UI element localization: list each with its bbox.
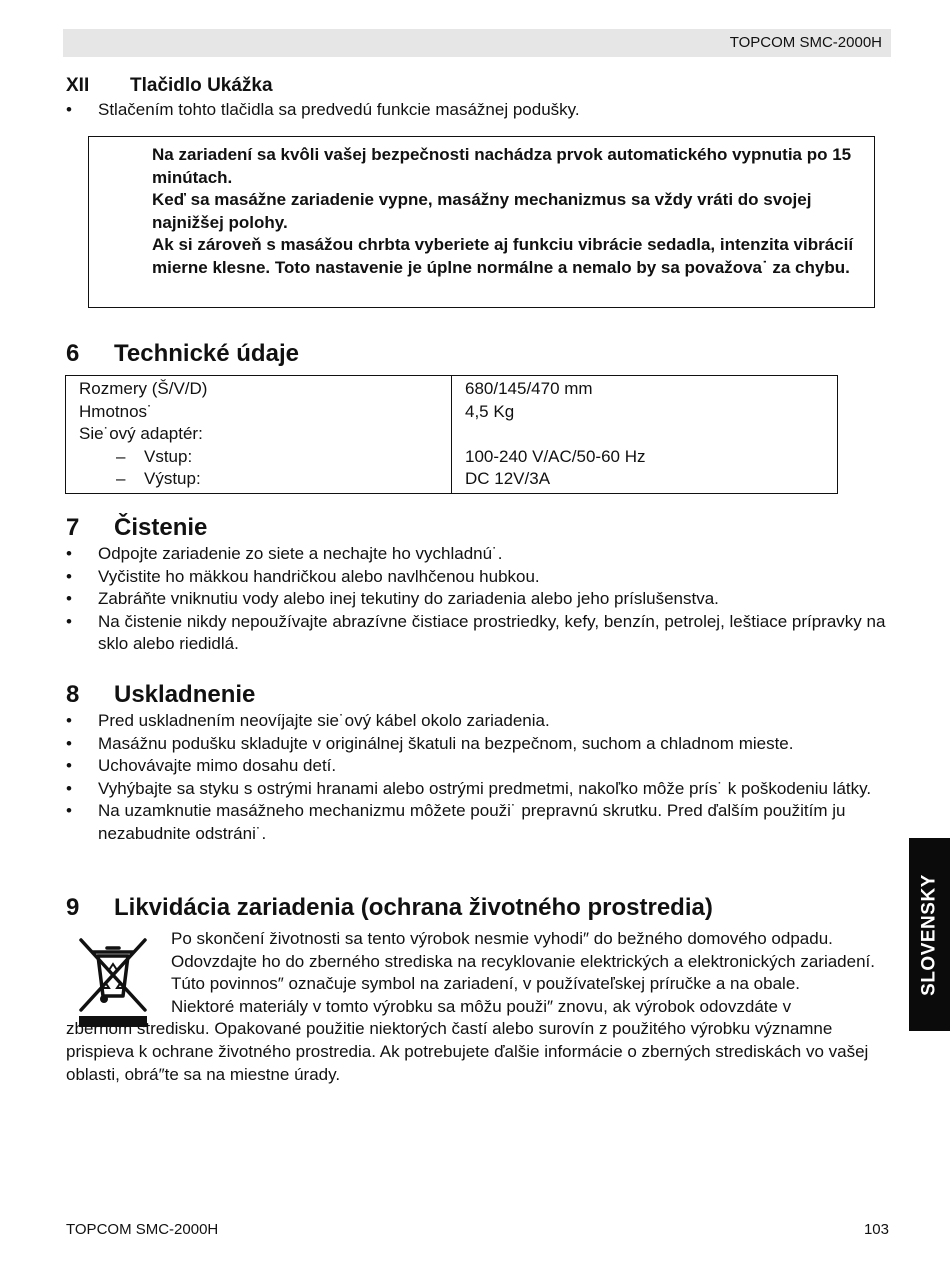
spec-label: – Výstup: <box>116 469 201 489</box>
disposal-paragraph-2-start: Niektoré materiály v tomto výrobku sa môžu použi″ znovu, ak výrobok odovzdáte v <box>171 996 792 1016</box>
cleaning-section <box>66 513 886 656</box>
spec-value: 680/145/470 mm <box>465 379 593 398</box>
storage-heading: 8 Uskladnenie <box>66 681 256 708</box>
disposal-paragraph-2-rest: zbernom stredisku. Opakované použitie niektorých častí alebo surovín z použitého výrobku významne prispieva k ochrane životného prostredia. Ak potrebujete ďalšie informácie o zberných strediskách vo vašej oblasti, obrá″te sa na miestne úrady. <box>66 1019 869 1084</box>
tech-heading <box>66 339 886 369</box>
cleaning-heading: 7 Čistenie <box>66 514 208 541</box>
note-line: Keď sa masážne zariadenie vypne, masážny mechanizmus sa vždy vráti do svojej najnižšej polohy. <box>152 190 812 232</box>
spec-value: DC 12V/3A <box>465 469 551 489</box>
header-product: TOPCOM SMC-2000H <box>729 34 882 51</box>
note-line: Ak si zároveň s masážou chrbta vyberiete aj funkciu vibrácie sedadla, intenzita vibrácií mierne klesne. Toto nastavenie je úplne normálne a nemalo by sa považova˙ za chybu. <box>152 235 854 277</box>
tech-title: Technické údaje <box>114 340 299 367</box>
demo-number: XII <box>66 75 90 96</box>
page-header <box>63 29 891 57</box>
demo-section <box>66 73 886 122</box>
list-item: • Na uzamknutie masážneho mechanizmu môžete použi˙ prepravnú skrutku. Pred ďalším použitím ju nezabudnite odstráni˙. <box>66 801 846 843</box>
disposal-heading: 9 Likvidácia zariadenia (ochrana životného prostredia) <box>66 894 713 921</box>
list-item: • Uchovávajte mimo dosahu detí. <box>66 755 886 778</box>
list-item: • Na čistenie nikdy nepoužívajte abrazívne čistiace prostriedky, kefy, benzín, petrolej, leštiace prípravky na sklo alebo riedidlá. <box>66 611 886 654</box>
spec-value: 4,5 Kg <box>465 401 515 421</box>
safety-note <box>88 136 875 308</box>
list-item: • Zabráňte vniknutiu vody alebo inej tekutiny do zariadenia alebo jeho príslušenstva. <box>66 588 886 611</box>
list-item: • Masážnu podušku skladujte v originálnej škatuli na bezpečnom, suchom a chladnom mieste. <box>66 733 886 756</box>
disposal-paragraph-1: Po skončení životnosti sa tento výrobok nesmie vyhodi″ do bežného domového odpadu. Odovzdajte ho do zberného strediska na recyklovanie elektrických a elektronických zariadení. Túto povinnos″ označuje symbol na zariadení, v používateľskej príručke a na obale. <box>171 929 875 994</box>
bullet-icon: • <box>66 611 72 631</box>
bullet-icon: • <box>66 733 72 753</box>
note-line: Na zariadení sa kvôli vašej bezpečnosti nachádza prvok automatického vypnutia po 15 minútach. <box>152 145 852 187</box>
spec-value: 100-240 V/AC/50-60 Hz <box>465 446 646 466</box>
spec-label: Rozmery (Š/V/D) <box>79 379 208 398</box>
list-item: • Pred uskladnením neovíjajte sie˙ový kábel okolo zariadenia. <box>66 710 886 733</box>
table-row <box>66 376 838 494</box>
bullet-icon: • <box>66 566 72 586</box>
list-item: • Vyčistite ho mäkkou handričkou alebo navlhčenou hubkou. <box>66 566 886 589</box>
spec-label: Hmotnos˙ <box>79 401 153 421</box>
demo-title: Tlačidlo Ukážka <box>130 75 273 96</box>
bullet-icon: • <box>66 544 72 563</box>
language-tab-label: SLOVENSKY <box>918 873 940 996</box>
spec-label: Sie˙ový adaptér: <box>79 424 203 444</box>
bullet-icon: • <box>66 589 72 609</box>
spec-table <box>65 375 838 494</box>
cleaning-bullets <box>66 543 886 656</box>
bullet-icon: • <box>66 100 72 119</box>
storage-section <box>66 680 886 846</box>
disposal-text <box>66 928 888 1086</box>
spec-value <box>465 423 824 446</box>
language-tab <box>909 838 950 1031</box>
storage-bullets <box>66 710 886 846</box>
page-number: 103 <box>863 1221 889 1238</box>
list-item: • Stlačením tohto tlačidla sa predvedú funkcie masážnej podušky. <box>66 99 886 122</box>
bullet-icon: • <box>66 778 72 798</box>
demo-bullets <box>66 99 886 122</box>
footer-product: TOPCOM SMC-2000H <box>66 1221 219 1238</box>
list-item: • Odpojte zariadenie zo siete a nechajte ho vychladnú˙. <box>66 543 886 566</box>
spec-label: – Vstup: <box>116 446 193 466</box>
bullet-icon: • <box>66 711 72 730</box>
demo-heading <box>66 73 886 99</box>
bullet-icon: • <box>66 756 72 776</box>
bullet-icon: • <box>66 801 72 821</box>
tech-number: 6 <box>66 340 80 367</box>
list-item: • Vyhýbajte sa styku s ostrými hranami alebo ostrými predmetmi, nakoľko môže prís˙ k poškodeniu látky. <box>66 778 886 801</box>
